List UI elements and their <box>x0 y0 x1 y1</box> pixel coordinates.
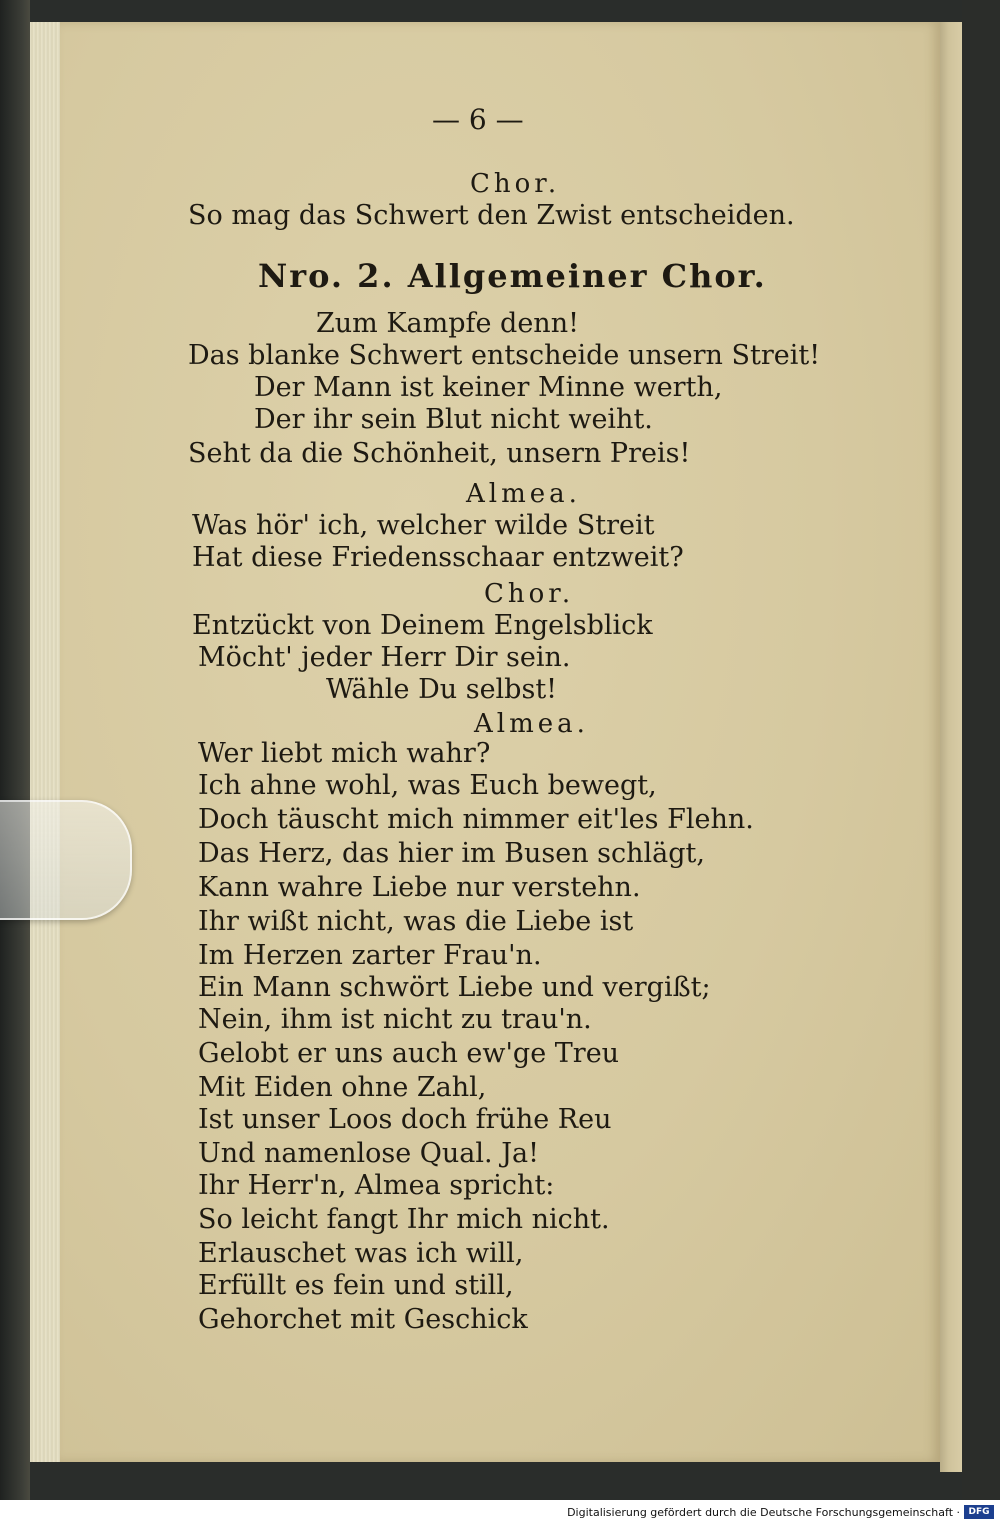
verse-line: Erfüllt es fein und still, <box>198 1270 514 1301</box>
verse-line: Wer liebt mich wahr? <box>198 738 491 769</box>
speaker-label: Chor. <box>470 169 561 199</box>
verse-line: Nein, ihm ist nicht zu trau'n. <box>198 1004 592 1035</box>
verse-line: Ich ahne wohl, was Euch bewegt, <box>198 770 657 801</box>
verse-line: Der Mann ist keiner Minne werth, <box>254 372 723 403</box>
verse-line: Ein Mann schwört Liebe und vergißt; <box>198 972 711 1003</box>
verse-line: Entzückt von Deinem Engelsblick <box>192 610 653 641</box>
speaker-label: Almea. <box>474 709 589 739</box>
page-number: — 6 — <box>432 103 524 136</box>
page-stack-edge <box>30 22 63 1462</box>
verse-line: Zum Kampfe denn! <box>316 308 579 339</box>
verse-line: Doch täuscht mich nimmer eit'les Flehn. <box>198 804 754 835</box>
verse-line: Möcht' jeder Herr Dir sein. <box>198 642 571 673</box>
speaker-label: Almea. <box>466 479 581 509</box>
verse-line: Erlauschet was ich will, <box>198 1238 524 1269</box>
verse-line: Im Herzen zarter Frau'n. <box>198 940 542 971</box>
verse-line: Gehorchet mit Geschick <box>198 1304 528 1335</box>
verse-line: Ist unser Loos doch frühe Reu <box>198 1104 612 1135</box>
speaker-label: Chor. <box>484 579 575 609</box>
verse-line: Seht da die Schönheit, unsern Preis! <box>188 438 691 469</box>
verse-line: Hat diese Friedensschaar entzweit? <box>192 542 684 573</box>
verse-line: Was hör' ich, welcher wilde Streit <box>192 510 655 541</box>
facing-page-edge <box>940 22 962 1472</box>
verse-line: Das Herz, das hier im Busen schlägt, <box>198 838 705 869</box>
footer-credit: Digitalisierung gefördert durch die Deutsche Forschungsgemeinschaft · <box>567 1506 960 1519</box>
verse-line: Ihr wißt nicht, was die Liebe ist <box>198 906 634 937</box>
section-heading: Nro. 2. Allgemeiner Chor. <box>258 257 767 295</box>
page-clip-tab <box>0 800 132 920</box>
verse-line: Mit Eiden ohne Zahl, <box>198 1072 487 1103</box>
footer-bar <box>0 1500 1000 1523</box>
verse-line: Gelobt er uns auch ew'ge Treu <box>198 1038 620 1069</box>
verse-line: Kann wahre Liebe nur verstehn. <box>198 872 641 903</box>
dfg-logo-icon: DFG <box>964 1505 994 1519</box>
verse-line: So leicht fangt Ihr mich nicht. <box>198 1204 610 1235</box>
book-spine-edge <box>0 0 30 1500</box>
verse-line: Der ihr sein Blut nicht weiht. <box>254 404 653 435</box>
verse-line: Wähle Du selbst! <box>326 674 558 705</box>
verse-line: Das blanke Schwert entscheide unsern Streit! <box>188 340 821 371</box>
scan-background-right <box>962 0 1000 1500</box>
verse-line: Und namenlose Qual. Ja! <box>198 1138 539 1169</box>
verse-line: So mag das Schwert den Zwist entscheiden. <box>188 200 795 231</box>
verse-line: Ihr Herr'n, Almea spricht: <box>198 1170 555 1201</box>
